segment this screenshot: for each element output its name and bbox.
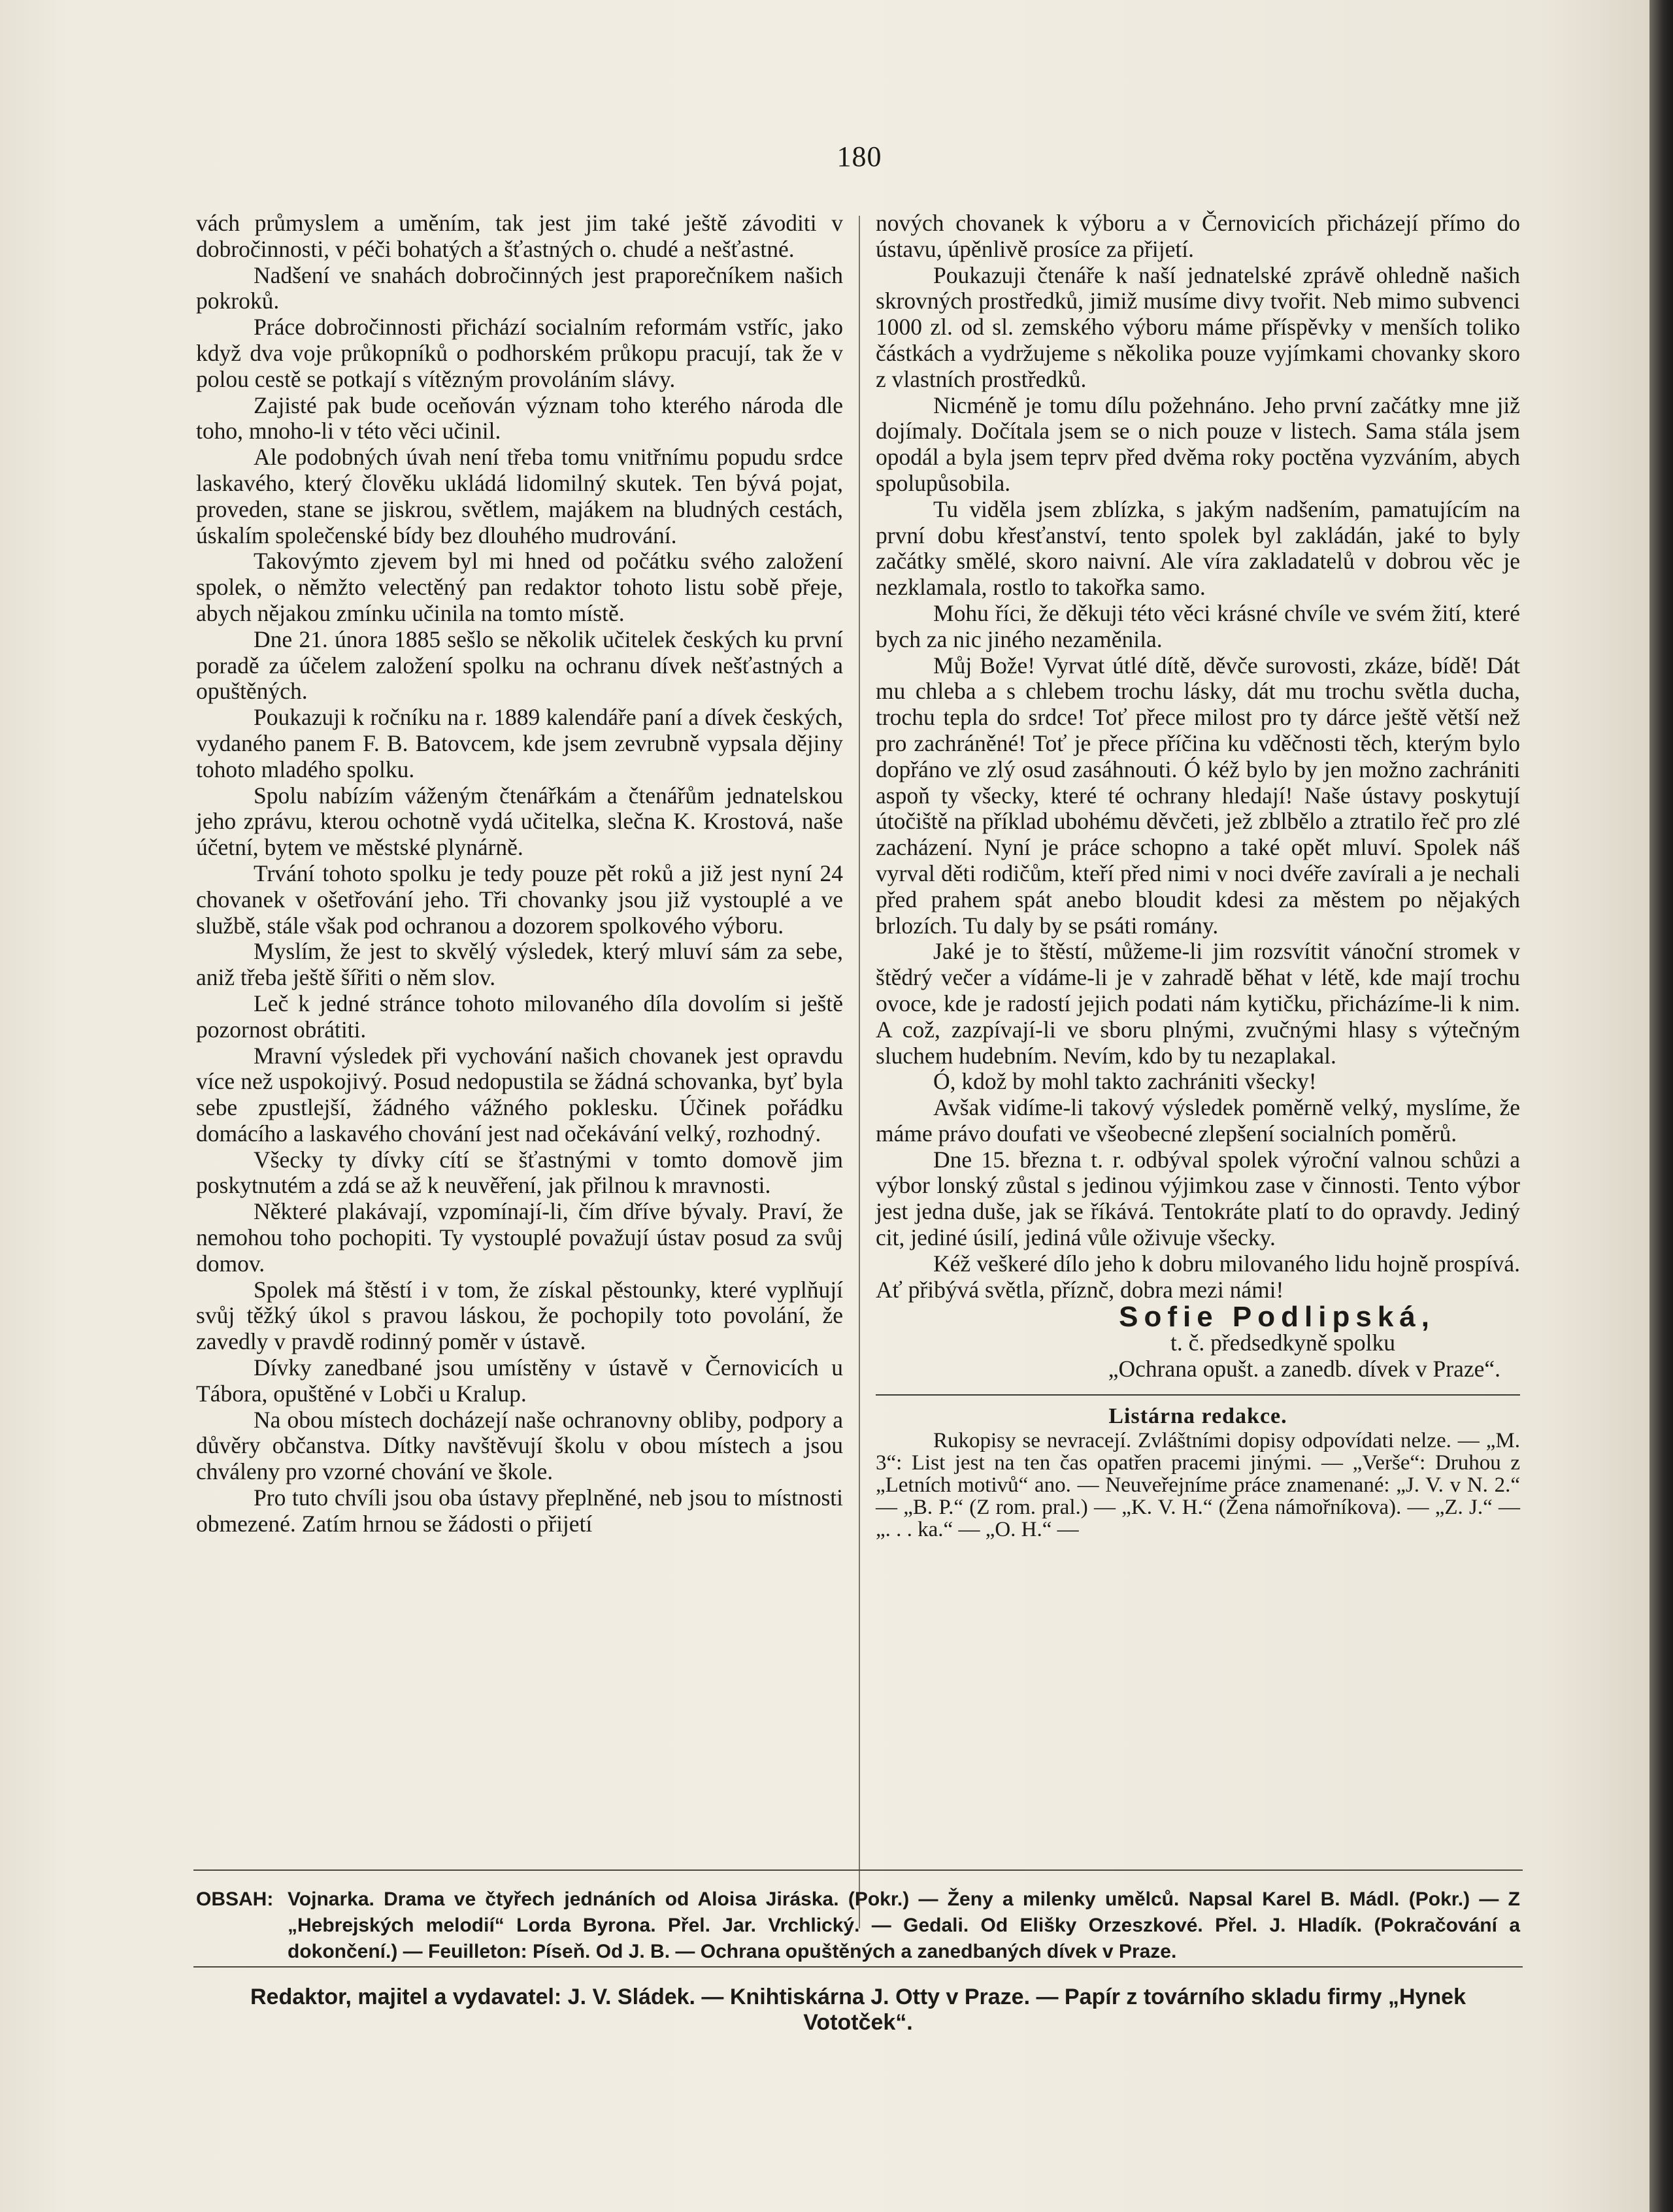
page-edge-shadow (1649, 0, 1673, 2212)
section-rule (876, 1394, 1520, 1396)
right_column-paragraph: Kéž veškeré dílo jeho k dobru milovaného lidu hojně prospívá. Ať přibývá světla, příznč, dobra mezi námi! (876, 1250, 1520, 1303)
obsah-text: Vojnarka. Drama ve čtyřech jednáních od Aloisa Jiráska. (Pokr.) — Ženy a milenky umělců. Napsal Karel B. Mádl. (Pokr.) — Z „Hebrejských melodií“ Lorda Byrona. Přel. Jar. Vrchlický. — Gedali. Od Elišky Orzeszkové. Přel. J. Hladík. (Pokračování a dokončení.) — Feuilleton: Píseň. Od J. B. — Ochrana opuštěných a zanedbaných dívek v Praze. (288, 1888, 1520, 1962)
left_column-paragraph: Na obou místech docházejí naše ochranovny obliby, podpory a důvěry občanstva. Dítky navštěvují školu v obou místech a jsou chváleny pro vzorné chování ve škole. (196, 1406, 843, 1485)
left_column-paragraph: Dívky zanedbané jsou umístěny v ústavě v Černovicích u Tábora, opuštěné v Lobči u Kralup. (196, 1354, 843, 1407)
left_column-paragraph: Všecky ty dívky cítí se šťastnými v tomto domově jim poskytnutém a zdá se až k neuvěření, jak přilnou k mravnosti. (196, 1146, 843, 1199)
right_column-paragraph: Ó, kdož by mohl takto zachrániti všecky! (933, 1068, 1317, 1095)
left_column-paragraph: Nadšení ve snahách dobročinných jest praporečníkem našich pokroků. (196, 261, 843, 314)
left_column-paragraph: Dne 21. února 1885 sešlo se několik učitelek českých ku první poradě za účelem založení spolku na ochranu dívek nešťastných a opuštěných. (196, 626, 843, 705)
table-of-contents (196, 1886, 1520, 1965)
left-column (196, 210, 843, 1537)
right_column-paragraph: Můj Bože! Vyrvat útlé dítě, děvče surovosti, zkáze, bídě! Dát mu chleba a s chlebem trochu lásky, dát mu trochu světla ducha, trochu tepla do srdce! Toť přece milost pro ty dárce ještě větší než pro zachráněné! Toť je přece příčina ku vděčnosti těch, kterým bylo dopřáno ve zlý osud zasáhnouti. Ó kéž bylo by jen možno zachrániti aspoň ty všecky, které té ochrany hledají! Naše ústavy poskytují útočiště na příklad ubohému děvčeti, jež zblbělo a ztratilo řeč pro zlé zacházení. Nyní je práce schopno a také opět mluví. Spolek náš vyrval děti rodičům, kteří před nimi v noci dvéře zavírali a je nechali před prahem spát anebo bloudit kdesi za městem po nějakých brlozích. Tu daly by se psáti romány. (876, 652, 1520, 939)
signature-title: t. č. předsedkyně spolku (1170, 1330, 1396, 1356)
signature-organization: „Ochrana opušt. a zanedb. dívek v Praze“. (1108, 1356, 1500, 1382)
left_column-paragraph: Trvání tohoto spolku je tedy pouze pět roků a již jest nyní 24 chovanek v ošetřování jeho. Tři chovanky jsou již vystouplé a ve službě, stále však pod ochranou a dozorem spolkového výboru. (196, 860, 843, 939)
left_column-paragraph: Pro tuto chvíli jsou oba ústavy přeplněné, neb jsou to místnosti obmezené. Zatím hrnou se žádosti o přijetí (196, 1484, 843, 1537)
left_column-paragraph: Poukazuji k ročníku na r. 1889 kalendáře paní a dívek českých, vydaného panem F. B. Batovcem, kde jsem zevrubně vypsala dějiny tohoto mladého spolku. (196, 704, 843, 782)
listarna-heading: Listárna redakce. (1108, 1403, 1287, 1428)
left_column-paragraph: Takovýmto zjevem byl mi hned od počátku svého založení spolek, o němžto velectěný pan redaktor tohoto listu sobě přeje, abych nějakou zmínku učinila na tomto místě. (196, 548, 843, 626)
left_column-paragraph: Myslím, že jest to skvělý výsledek, který mluví sám za sebe, aniž třeba ještě šířiti o něm slov. (196, 938, 843, 991)
left_column-paragraph: Mravní výsledek při vychování našich chovanek jest opravdu více než uspokojivý. Posud nedopustila se žádná schovanka, byť byla sebe zpustlejší, žádného vážného poklesku. Účinek pořádku domácího a laskavého chování jest nad očekávání velký, rozhodný. (196, 1042, 843, 1147)
footer-rule-bottom (193, 1966, 1523, 1968)
left_column-paragraph: Ale podobných úvah není třeba tomu vnitřnímu popudu srdce laskavého, který člověku ukládá lidomilný skutek. Ten bývá pojat, proveden, stane se jiskrou, světlem, majákem na bludných cestách, úskalím společenské bídy bez dlouhého mudrování. (196, 444, 843, 548)
left_column-paragraph: vách průmyslem a uměním, tak jest jim také ještě závoditi v dobročinnosti, v péči bohatých a šťastných o. chudé a nešťastné. (196, 210, 843, 262)
page-number: 180 (836, 141, 882, 173)
left_column-paragraph: Spolu nabízím váženým čtenářkám a čtenářům jednatelskou jeho zprávu, kterou ochotně vydá učitelka, slečna K. Krostová, naše účetní, bytem ve městské plynárně. (196, 782, 843, 861)
obsah-label: OBSAH: (196, 1888, 274, 1910)
right_column-paragraph: nových chovanek k výboru a v Černovicích přicházejí přímo do ústavu, úpěnlivě prosíce za přijetí. (876, 210, 1520, 262)
left_column-paragraph: Práce dobročinnosti přichází socialním reformám vstříc, jako když dva voje průkopníků o podhorském průkopu pracují, tak že v polou cestě se potkají s vítězným provoláním slávy. (196, 314, 843, 392)
left_column-paragraph: Zajisté pak bude oceňován význam toho kterého národa dle toho, mnoho-li v této věci učinil. (196, 392, 843, 444)
right_column-paragraph: Mohu říci, že děkuji této věci krásné chvíle ve svém žití, které bych za nic jiného nezaměnila. (876, 599, 1520, 652)
right_column-paragraph: Tu viděla jsem zblízka, s jakým nadšením, pamatujícím na první dobu křesťanství, tento spolek byl zakládán, jaké to byly začátky smělé, skoro naivní. Ale víra zakladatelů v dobrou věc je nezklamala, rostlo to takořka samo. (876, 495, 1520, 601)
right_column-paragraph: Dne 15. března t. r. odbýval spolek výroční valnou schůzi a výbor lonský zůstal s jedinou výjimkou zase v činnosti. Tento výbor jest jedna duše, jak se říkává. Tentokráte platí to do opravdy. Jediný cit, jediné úsilí, jediná vůle oživuje všecky. (876, 1146, 1520, 1251)
right-column-paragraphs (876, 210, 1520, 1303)
right_column-paragraph: Nicméně je tomu dílu požehnáno. Jeho první začátky mne již dojímaly. Dočítala jsem se o nich pouze v listech. Sama stála jsem opodál a byla jsem teprv před dvěma roky poctěna vyzváním, abych spolupůsobila. (876, 392, 1520, 496)
left_column-paragraph: Spolek má štěstí i v tom, že získal pěstounky, které vyplňují svůj těžký úkol s pravou láskou, že pochopily toto povolání, že zavedly v pravdě rodinný poměr v ústavě. (196, 1276, 843, 1355)
signature-name: Sofie Podlipská, (1119, 1301, 1435, 1333)
right-column (876, 210, 1520, 1541)
imprint: Redaktor, majitel a vydavatel: J. V. Sládek. — Knihtiskárna J. Otty v Praze. — Papír z továrního skladu firmy „Hynek Vototček“. (250, 1985, 1466, 2035)
right_column-paragraph: Avšak vidíme-li takový výsledek poměrně velký, myslíme, že máme právo doufati ve všeobecné zlepšení socialních poměrů. (876, 1094, 1520, 1147)
listarna-text: Rukopisy se nevracejí. Zvláštními dopisy odpovídati nelze. — „M. 3“: List jest na ten čas opatřen pracemi jinými. — „Verše“: Druhou z „Letních motivů“ ano. — Neuveřejníme práce znamenané: „J. V. v N. 2.“ — „B. P.“ (Z rom. pral.) — „K. V. H.“ (Žena námořníkova). — „Z. J.“ — „. . . ka.“ — „O. H.“ — (876, 1428, 1520, 1541)
right_column-paragraph: Poukazuji čtenáře k naší jednatelské zprávě ohledně našich skrovných prostředků, jimiž musíme divy tvořit. Neb mimo subvenci 1000 zl. od sl. zemského výboru máme příspěvky v menších toliko částkách a vydržujeme s několika pouze vyjímkami chovanky skoro z vlastních prostředků. (876, 261, 1520, 392)
column-divider (859, 216, 860, 1928)
footer-rule-top (193, 1869, 1523, 1871)
left_column-paragraph: Některé plakávají, vzpomínají-li, čím dříve bývaly. Praví, že nemohou toho pochopiti. Ty vystouplé považují ústav posud za svůj domov. (196, 1198, 843, 1277)
right_column-paragraph: Jaké je to štěstí, můžeme-li jim rozsvítit vánoční stromek v štědrý večer a vídáme-li je v zahradě běhat v létě, kde mají trochu ovoce, kde je radostí jejich podati nám kytičku, přicházíme-li k nim. A což, zazpívají-li ve sboru plnými, zvučnými hlasy s výtečným sluchem hudebním. Nevím, kdo by tu nezaplakal. (876, 938, 1520, 1069)
left_column-paragraph: Leč k jedné stránce tohoto milovaného díla dovolím si ještě pozornost obrátiti. (196, 990, 843, 1043)
